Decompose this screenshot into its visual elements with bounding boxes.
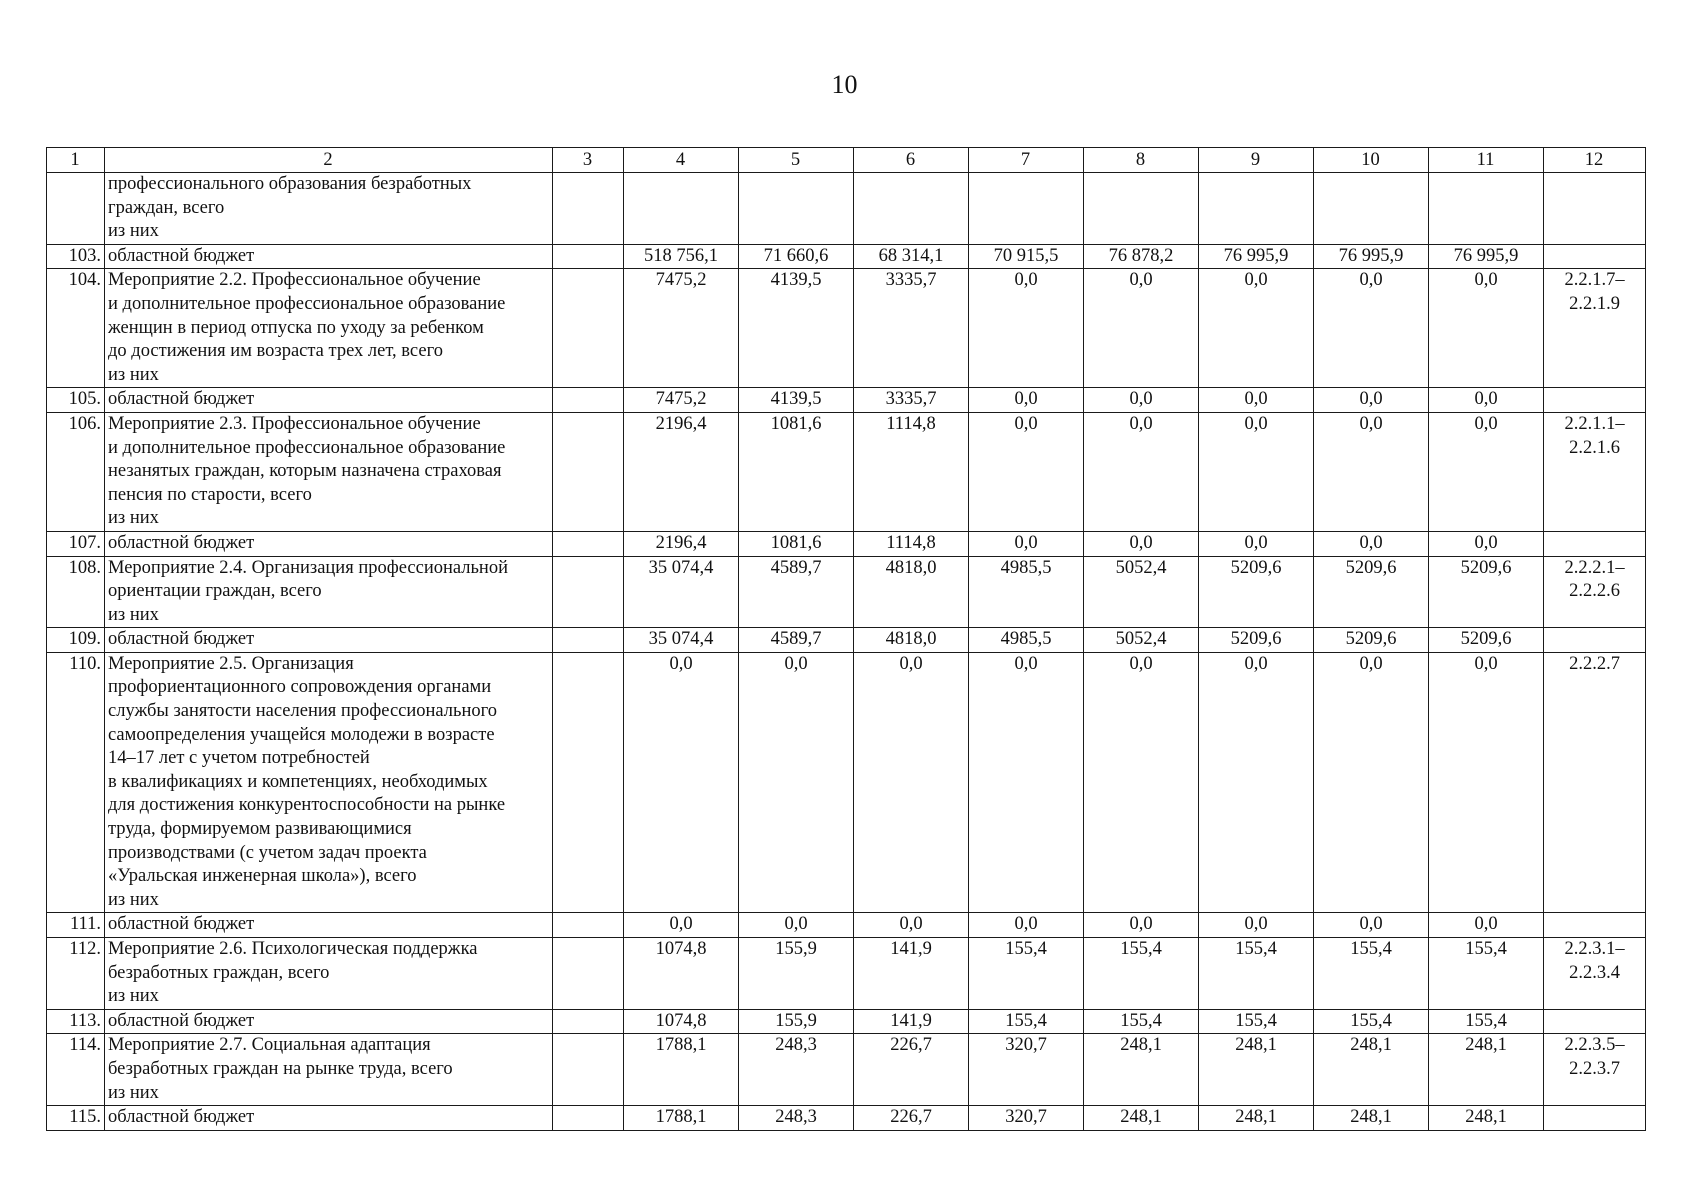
value-col-4	[624, 173, 739, 245]
value-col-10: 0,0	[1314, 269, 1429, 388]
header-cell-5: 5	[739, 148, 854, 173]
description-line: труда, формируемом развивающимися	[108, 819, 412, 840]
value-col-4: 1074,8	[624, 1009, 739, 1034]
row-code	[1544, 938, 1646, 1010]
value-col-9: 248,1	[1199, 1106, 1314, 1131]
value-col-4: 7475,2	[624, 269, 739, 388]
table-row	[47, 1106, 1646, 1131]
row-code	[1544, 913, 1646, 938]
header-cell-3: 3	[553, 148, 624, 173]
value-col-10	[1314, 173, 1429, 245]
row-code	[1544, 269, 1646, 388]
description-line: службы занятости населения профессионального	[108, 701, 497, 722]
code-line: 2.2.3.5–	[1564, 1035, 1625, 1056]
value-col-11: 5209,6	[1429, 556, 1544, 628]
description-line: пенсия по старости, всего	[108, 484, 312, 505]
table-row	[47, 412, 1646, 531]
description-line: незанятых граждан, которым назначена страховая	[108, 461, 502, 482]
value-col-8	[1084, 173, 1199, 245]
row-col3	[553, 628, 624, 653]
description-line: профессионального образования безработных	[108, 174, 472, 194]
row-code	[1544, 388, 1646, 413]
value-col-4: 0,0	[624, 652, 739, 913]
row-code	[1544, 652, 1646, 913]
value-col-6: 68 314,1	[854, 244, 969, 269]
code-line: 2.2.3.7	[1569, 1058, 1620, 1079]
value-col-11: 155,4	[1429, 1009, 1544, 1034]
table-row	[47, 173, 1646, 245]
value-col-9	[1199, 173, 1314, 245]
value-col-8: 0,0	[1084, 913, 1199, 938]
row-description	[105, 1034, 553, 1106]
code-line: 2.2.3.1–	[1564, 939, 1625, 959]
value-col-11: 155,4	[1429, 938, 1544, 1010]
value-col-5: 155,9	[739, 938, 854, 1010]
header-cell-2: 2	[105, 148, 553, 173]
table-row	[47, 244, 1646, 269]
value-col-11: 5209,6	[1429, 628, 1544, 653]
row-number: 112.	[47, 938, 105, 1010]
row-col3	[553, 652, 624, 913]
value-col-5: 4139,5	[739, 269, 854, 388]
header-cell-7: 7	[969, 148, 1084, 173]
page-number: 10	[831, 70, 858, 99]
value-col-4: 0,0	[624, 913, 739, 938]
value-col-6: 3335,7	[854, 269, 969, 388]
value-col-6: 226,7	[854, 1034, 969, 1106]
value-col-10: 0,0	[1314, 388, 1429, 413]
row-code	[1544, 1034, 1646, 1106]
row-description	[105, 1009, 553, 1034]
row-col3	[553, 556, 624, 628]
row-number	[47, 173, 105, 245]
description-line: безработных граждан на рынке труда, всего	[108, 1058, 453, 1079]
value-col-5: 248,3	[739, 1106, 854, 1131]
value-col-8: 0,0	[1084, 652, 1199, 913]
value-col-7	[969, 173, 1084, 245]
table-row	[47, 652, 1646, 913]
row-code	[1544, 412, 1646, 531]
value-col-8: 76 878,2	[1084, 244, 1199, 269]
value-col-10: 155,4	[1314, 938, 1429, 1010]
value-col-5: 4589,7	[739, 556, 854, 628]
description-line: областной бюджет	[108, 629, 255, 650]
value-col-5: 1081,6	[739, 412, 854, 531]
description-line: областной бюджет	[108, 914, 255, 935]
row-number: 111.	[47, 913, 105, 938]
description-line: из них	[108, 364, 159, 385]
description-line: ориентации граждан, всего	[108, 581, 322, 602]
value-col-6: 4818,0	[854, 556, 969, 628]
row-code	[1544, 1009, 1646, 1034]
value-col-4: 35 074,4	[624, 556, 739, 628]
header-row	[47, 148, 1646, 173]
value-col-9: 5209,6	[1199, 556, 1314, 628]
description-line: областной бюджет	[108, 532, 255, 553]
value-col-6: 1114,8	[854, 531, 969, 556]
description-line: областной бюджет	[108, 389, 255, 410]
value-col-6: 1114,8	[854, 412, 969, 531]
table-row	[47, 269, 1646, 388]
row-code	[1544, 1106, 1646, 1131]
description-line: производствами (с учетом задач проекта	[108, 842, 427, 863]
header-cell-4: 4	[624, 148, 739, 173]
description-line: из них	[108, 986, 159, 1007]
row-col3	[553, 173, 624, 245]
value-col-10: 248,1	[1314, 1106, 1429, 1131]
row-col3	[553, 269, 624, 388]
header-cell-6: 6	[854, 148, 969, 173]
table-row	[47, 556, 1646, 628]
value-col-8: 248,1	[1084, 1106, 1199, 1131]
value-col-6: 141,9	[854, 1009, 969, 1034]
row-description	[105, 913, 553, 938]
description-line: Мероприятие 2.2. Профессиональное обучение	[108, 270, 481, 291]
value-col-6: 0,0	[854, 913, 969, 938]
value-col-6: 3335,7	[854, 388, 969, 413]
description-line: профориентационного сопровождения органами	[108, 677, 492, 698]
code-line: 2.2.1.1–	[1564, 413, 1625, 434]
row-description	[105, 628, 553, 653]
row-number: 104.	[47, 269, 105, 388]
value-col-7: 320,7	[969, 1106, 1084, 1131]
row-description	[105, 1106, 553, 1131]
description-line: в квалификациях и компетенциях, необходимых	[108, 771, 488, 792]
table-row	[47, 388, 1646, 413]
description-line: женщин в период отпуска по уходу за ребенком	[108, 317, 484, 338]
description-line: Мероприятие 2.4. Организация профессиональной	[108, 557, 508, 578]
row-number: 103.	[47, 244, 105, 269]
table-body	[47, 148, 1646, 1131]
value-col-4: 1788,1	[624, 1034, 739, 1106]
value-col-5	[739, 173, 854, 245]
table-row	[47, 1034, 1646, 1106]
value-col-11: 0,0	[1429, 652, 1544, 913]
description-line: «Уральская инженерная школа»), всего	[108, 866, 417, 887]
value-col-4: 2196,4	[624, 412, 739, 531]
value-col-7: 0,0	[969, 269, 1084, 388]
value-col-4: 7475,2	[624, 388, 739, 413]
value-col-7: 155,4	[969, 938, 1084, 1010]
code-line: 2.2.2.1–	[1564, 557, 1625, 578]
row-description	[105, 244, 553, 269]
value-col-8: 5052,4	[1084, 628, 1199, 653]
value-col-8: 248,1	[1084, 1034, 1199, 1106]
description-line: Мероприятие 2.3. Профессиональное обучение	[108, 413, 481, 434]
value-col-11: 0,0	[1429, 388, 1544, 413]
value-col-9: 155,4	[1199, 938, 1314, 1010]
value-col-6: 4818,0	[854, 628, 969, 653]
row-col3	[553, 1009, 624, 1034]
value-col-7: 0,0	[969, 412, 1084, 531]
row-description	[105, 412, 553, 531]
row-number: 105.	[47, 388, 105, 413]
row-col3	[553, 531, 624, 556]
header-cell-9: 9	[1199, 148, 1314, 173]
description-line: для достижения конкурентоспособности на рынке	[108, 795, 506, 816]
description-line: из них	[108, 889, 159, 910]
description-line: из них	[108, 221, 159, 242]
row-col3	[553, 388, 624, 413]
value-col-11: 0,0	[1429, 269, 1544, 388]
row-number: 113.	[47, 1009, 105, 1034]
value-col-10: 5209,6	[1314, 628, 1429, 653]
table-row	[47, 1009, 1646, 1034]
value-col-7: 70 915,5	[969, 244, 1084, 269]
value-col-8: 0,0	[1084, 412, 1199, 531]
row-code	[1544, 173, 1646, 245]
description-line: Мероприятие 2.5. Организация	[108, 653, 354, 674]
value-col-5: 4139,5	[739, 388, 854, 413]
table-row	[47, 938, 1646, 1010]
value-col-11: 0,0	[1429, 412, 1544, 531]
value-col-8: 155,4	[1084, 1009, 1199, 1034]
header-cell-1: 1	[47, 148, 105, 173]
value-col-8: 0,0	[1084, 531, 1199, 556]
row-code	[1544, 628, 1646, 653]
code-line: 2.2.1.6	[1569, 437, 1620, 458]
row-number: 114.	[47, 1034, 105, 1106]
value-col-8: 0,0	[1084, 269, 1199, 388]
value-col-11: 76 995,9	[1429, 244, 1544, 269]
header-cell-11: 11	[1429, 148, 1544, 173]
row-number: 115.	[47, 1106, 105, 1131]
value-col-10: 0,0	[1314, 652, 1429, 913]
code-line: 2.2.2.6	[1569, 581, 1620, 602]
row-description	[105, 652, 553, 913]
value-col-4: 2196,4	[624, 531, 739, 556]
row-number: 110.	[47, 652, 105, 913]
value-col-6: 0,0	[854, 652, 969, 913]
header-cell-10: 10	[1314, 148, 1429, 173]
value-col-4: 518 756,1	[624, 244, 739, 269]
description-line: областной бюджет	[108, 245, 255, 266]
value-col-5: 0,0	[739, 913, 854, 938]
value-col-5: 4589,7	[739, 628, 854, 653]
value-col-8: 5052,4	[1084, 556, 1199, 628]
table-row	[47, 913, 1646, 938]
code-line: 2.2.1.7–	[1564, 270, 1625, 291]
description-line: 14–17 лет с учетом потребностей	[108, 748, 370, 769]
code-line: 2.2.1.9	[1569, 293, 1620, 314]
description-line: из них	[108, 604, 159, 625]
value-col-5: 248,3	[739, 1034, 854, 1106]
table-row	[47, 531, 1646, 556]
description-line: Мероприятие 2.7. Социальная адаптация	[108, 1035, 431, 1056]
description-line: Мероприятие 2.6. Психологическая поддержка	[108, 939, 478, 959]
value-col-6	[854, 173, 969, 245]
row-number: 109.	[47, 628, 105, 653]
row-description	[105, 556, 553, 628]
value-col-9: 0,0	[1199, 531, 1314, 556]
description-line: безработных граждан, всего	[108, 962, 330, 983]
value-col-7: 4985,5	[969, 556, 1084, 628]
value-col-10: 248,1	[1314, 1034, 1429, 1106]
row-col3	[553, 1106, 624, 1131]
description-line: из них	[108, 1082, 159, 1103]
row-col3	[553, 938, 624, 1010]
header-cell-12: 12	[1544, 148, 1646, 173]
row-number: 107.	[47, 531, 105, 556]
value-col-9: 5209,6	[1199, 628, 1314, 653]
value-col-9: 248,1	[1199, 1034, 1314, 1106]
value-col-10: 0,0	[1314, 412, 1429, 531]
value-col-10: 0,0	[1314, 913, 1429, 938]
value-col-6: 226,7	[854, 1106, 969, 1131]
row-col3	[553, 244, 624, 269]
row-description	[105, 269, 553, 388]
value-col-9: 155,4	[1199, 1009, 1314, 1034]
value-col-8: 0,0	[1084, 388, 1199, 413]
value-col-4: 1788,1	[624, 1106, 739, 1131]
value-col-11: 0,0	[1429, 531, 1544, 556]
description-line: и дополнительное профессиональное образование	[108, 293, 506, 314]
row-description	[105, 531, 553, 556]
row-col3	[553, 913, 624, 938]
description-line: и дополнительное профессиональное образование	[108, 437, 506, 458]
value-col-7: 0,0	[969, 652, 1084, 913]
value-col-5: 1081,6	[739, 531, 854, 556]
value-col-5: 71 660,6	[739, 244, 854, 269]
value-col-9: 0,0	[1199, 388, 1314, 413]
row-code	[1544, 531, 1646, 556]
value-col-7: 0,0	[969, 531, 1084, 556]
value-col-5: 155,9	[739, 1009, 854, 1034]
row-code	[1544, 556, 1646, 628]
header-cell-8: 8	[1084, 148, 1199, 173]
value-col-9: 0,0	[1199, 913, 1314, 938]
value-col-7: 0,0	[969, 388, 1084, 413]
description-line: из них	[108, 508, 159, 529]
value-col-11: 0,0	[1429, 913, 1544, 938]
row-number: 106.	[47, 412, 105, 531]
value-col-9: 0,0	[1199, 269, 1314, 388]
value-col-10: 0,0	[1314, 531, 1429, 556]
description-line: самоопределения учащейся молодежи в возрасте	[108, 724, 495, 745]
value-col-6: 141,9	[854, 938, 969, 1010]
value-col-7: 155,4	[969, 1009, 1084, 1034]
value-col-4: 1074,8	[624, 938, 739, 1010]
table-row	[47, 628, 1646, 653]
description-line: областной бюджет	[108, 1107, 255, 1128]
row-code	[1544, 244, 1646, 269]
code-line: 2.2.3.4	[1569, 962, 1620, 983]
row-description	[105, 388, 553, 413]
value-col-11: 248,1	[1429, 1034, 1544, 1106]
value-col-5: 0,0	[739, 652, 854, 913]
value-col-10: 76 995,9	[1314, 244, 1429, 269]
description-line: областной бюджет	[108, 1010, 255, 1031]
value-col-7: 0,0	[969, 913, 1084, 938]
value-col-7: 4985,5	[969, 628, 1084, 653]
value-col-10: 5209,6	[1314, 556, 1429, 628]
code-line: 2.2.2.7	[1569, 653, 1620, 674]
description-line: до достижения им возраста трех лет, всего	[108, 341, 443, 362]
value-col-9: 0,0	[1199, 652, 1314, 913]
value-col-11	[1429, 173, 1544, 245]
row-description	[105, 173, 553, 245]
value-col-9: 0,0	[1199, 412, 1314, 531]
value-col-10: 155,4	[1314, 1009, 1429, 1034]
row-col3	[553, 1034, 624, 1106]
row-col3	[553, 412, 624, 531]
description-line: граждан, всего	[108, 197, 225, 218]
value-col-9: 76 995,9	[1199, 244, 1314, 269]
budget-table	[46, 147, 1646, 1131]
row-description	[105, 938, 553, 1010]
row-number: 108.	[47, 556, 105, 628]
value-col-8: 155,4	[1084, 938, 1199, 1010]
value-col-11: 248,1	[1429, 1106, 1544, 1131]
value-col-7: 320,7	[969, 1034, 1084, 1106]
value-col-4: 35 074,4	[624, 628, 739, 653]
